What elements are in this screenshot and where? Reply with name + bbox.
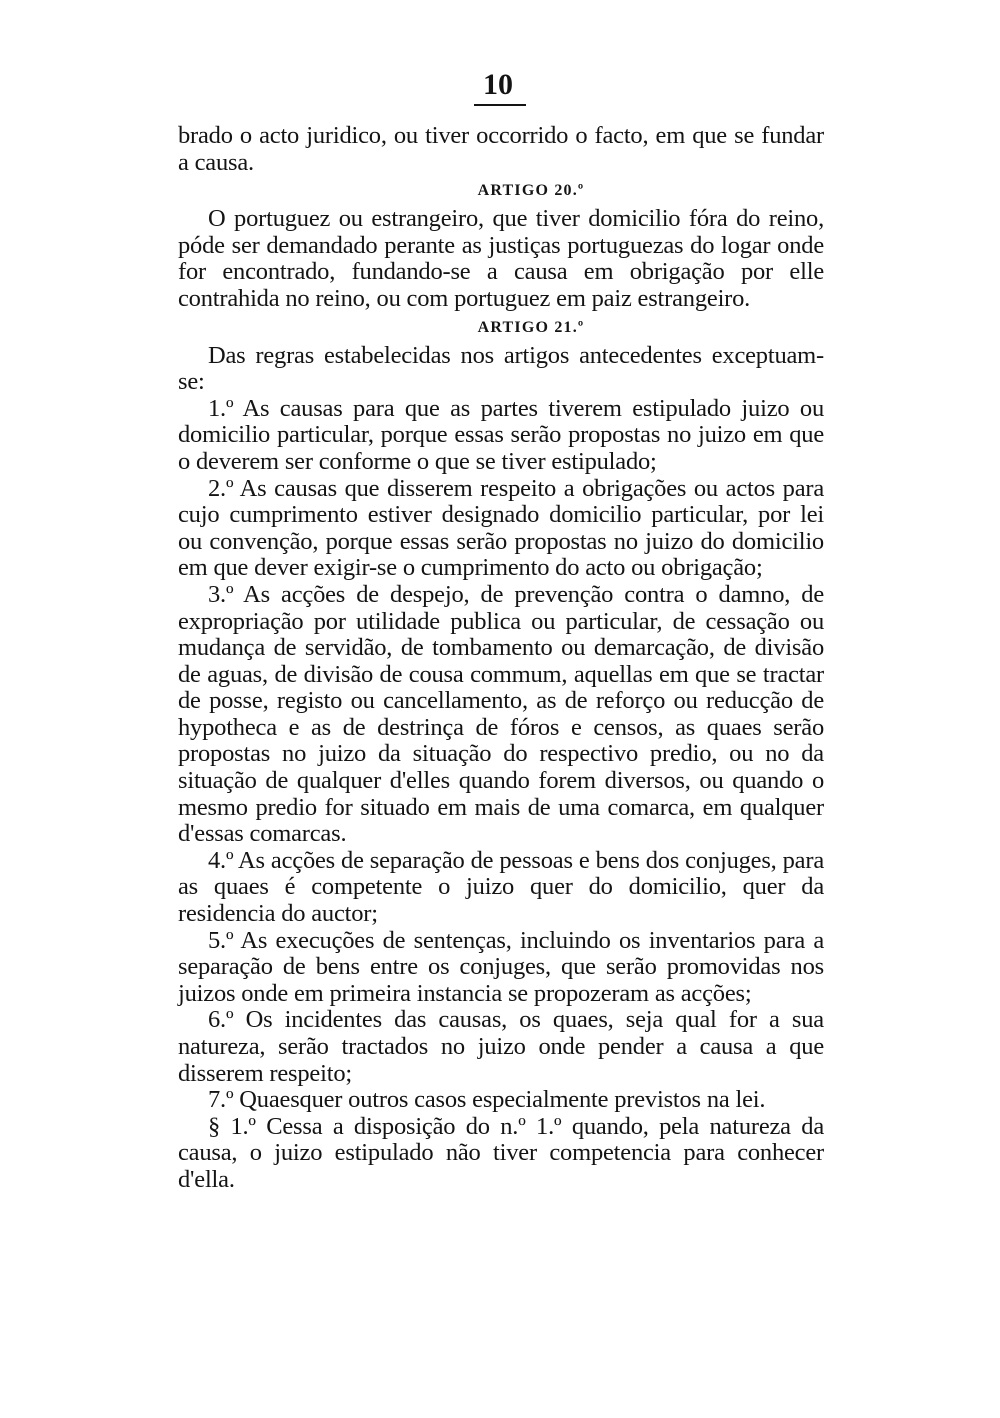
paragraph-item-1: 1.º As causas para que as partes tiverem estipulado juizo ou domicilio particular, porque essas serão propostas no juizo em que o deverem ser conforme o que se tiver estipulado; xyxy=(178,394,824,475)
paragraph-item-2: 2.º As causas que disserem respeito a obrigações ou actos para cujo cumprimento estiver designado domicilio particular, por lei ou convenção, porque essas serão propostas no juizo do domicilio em que dever exigir-se o cumprimento do acto ou obrigação; xyxy=(178,474,824,582)
paragraph-item-4: 4.º As acções de separação de pessoas e bens dos conjuges, para as quaes é competente o juizo quer do domicilio, quer da residencia do auctor; xyxy=(178,846,824,928)
paragraph-continuation: brado o acto juridico, ou tiver occorrido o facto, em que se fundar a causa. xyxy=(178,122,824,176)
body-text xyxy=(178,123,824,1194)
paragraph-item-5: 5.º As execuções de sentenças, incluindo os inventarios para a separação de bens entre os conjuges, que serão promovidas nos juizos onde em primeira instancia se propozeram as acções; xyxy=(178,926,824,1007)
paragraph-item-3: 3.º As acções de despejo, de prevenção contra o damno, de expropriação por utilidade publica ou particular, de cessação ou mudança de servidão, de tombamento ou demarcação, de divisão de aguas, de divisão de cousa commum, aquellas em que se tractar de posse, registo ou cancellamento, as de reforço ou reducção de hypotheca e as de destrinça de fóros e censos, as quaes serão propostas no juizo da situação do respectivo predio, ou no da situação de qualquer d'elles quando forem diversos, ou quando o mesmo predio for situado em mais de uma comarca, em qualquer d'essas comarcas. xyxy=(178,580,824,848)
paragraph-section-1: § 1.º Cessa a disposição do n.º 1.º quando, pela natureza da causa, o juizo estipulado não tiver competencia para conhecer d'ella. xyxy=(178,1112,824,1193)
article-heading-21: ARTIGO 21.º xyxy=(477,318,585,336)
paragraph-item-6: 6.º Os incidentes das causas, os quaes, seja qual for a sua natureza, serão tractados no juizo onde pender a causa a que disserem respeito; xyxy=(178,1006,824,1087)
article-heading-20: ARTIGO 20.º xyxy=(477,182,585,200)
page-number: 10 xyxy=(483,68,513,101)
paragraph-article-21-intro: Das regras estabelecidas nos artigos antecedentes exceptuam-se: xyxy=(178,341,824,396)
paragraph-article-20: O portuguez ou estrangeiro, que tiver domicilio fóra do reino, póde ser demandado perante as justiças portuguezas do logar onde for encontrado, fundando-se a causa em obrigação por elle contrahida no reino, ou com portuguez em paiz estrangeiro. xyxy=(178,205,824,312)
page-number-rule xyxy=(474,104,526,106)
paragraph-item-7: 7.º Quaesquer outros casos especialmente previstos na lei. xyxy=(208,1086,766,1114)
